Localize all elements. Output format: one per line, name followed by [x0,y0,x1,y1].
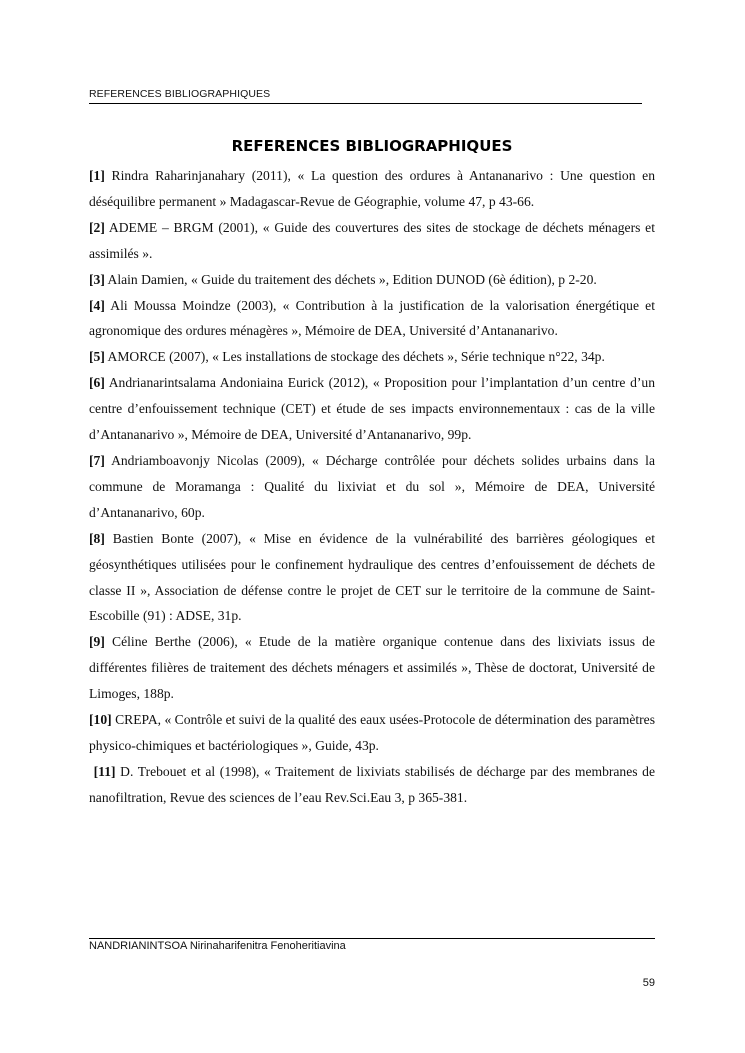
reference-text: D. Trebouet et al (1998), « Traitement de lixiviats stabilisés de décharge par des membranes de nanofiltration, Revue des sciences de l’eau Rev.Sci.Eau 3, p 365-381. [89,763,655,805]
reference-text: Andriamboavonjy Nicolas (2009), « Décharge contrôlée pour déchets solides urbains dans la commune de Moramanga : Qualité du lixiviat et du sol », Mémoire de DEA, Université d’Antananarivo, 60p. [89,452,655,520]
reference-number: [1] [89,168,105,183]
reference-text: Bastien Bonte (2007), « Mise en évidence de la vulnérabilité des barrières géologiques et géosynthétiques utilisées pour le confinement hydraulique des centres d’enfouissement de déchets de classe II », Association de défense contre le projet de CET sur le territoire de la commune de Saint-Escobille (91) : ADSE, 31p. [89,530,655,624]
reference-item [89,370,655,448]
reference-item [89,759,655,811]
reference-item [89,293,655,345]
reference-text: CREPA, « Contrôle et suivi de la qualité des eaux usées-Protocole de détermination des paramètres physico-chimiques et bactériologiques », Guide, 43p. [89,712,655,753]
running-header: REFERENCES BIBLIOGRAPHIQUES [89,88,271,100]
footer-author: NANDRIANINTSOA Nirinaharifenitra Fenoheritiavina [89,940,346,952]
reference-text: Alain Damien, « Guide du traitement des déchets », Edition DUNOD (6è édition), p 2-20. [107,271,597,287]
reference-text: AMORCE (2007), « Les installations de stockage des déchets », Série technique n°22, 34p. [107,349,605,365]
reference-item [89,526,655,630]
reference-text: Andrianarintsalama Andoniaina Eurick (2012), « Proposition pour l’implantation d’un centre d’un centre d’enfouissement technique (CET) et étude de ses impacts environnementaux : cas de la ville d’Antananarivo », Mémoire de DEA, Université d’Antananarivo, 99p. [89,375,655,443]
reference-text: Ali Moussa Moindze (2003), « Contribution à la justification de la valorisation énergétique et agronomique des ordures ménagères », Mémoire de DEA, Université d’Antananarivo. [89,297,655,339]
reference-list [89,163,655,811]
reference-number: [5] [89,349,105,365]
reference-item [89,267,655,293]
reference-item [89,215,655,267]
reference-number: [10] [89,712,112,728]
reference-text: Rindra Raharinjanahary (2011), « La question des ordures à Antananarivo : Une question en déséquilibre permanent » Madagascar-Revue de Géographie, volume 47, p 43-66. [89,168,655,209]
reference-item [89,629,655,707]
footer-rule [89,938,655,939]
reference-item [89,707,655,759]
reference-text: Céline Berthe (2006), « Etude de la matière organique contenue dans des lixiviats issus de différentes filières de traitement des déchets ménagers et assimilés », Thèse de doctorat, Université de Limoges, 188p. [89,634,656,702]
reference-number: [6] [89,375,105,391]
reference-number: [4] [89,297,105,313]
reference-text: ADEME – BRGM (2001), « Guide des couvertures des sites de stockage de déchets ménagers et assimilés ». [89,219,655,261]
reference-item [89,448,655,526]
reference-item [89,163,655,215]
header-rule [89,103,642,104]
reference-number: [7] [89,452,105,468]
reference-number: [11] [93,763,116,779]
reference-number: [9] [89,634,105,650]
page-number: 59 [642,977,655,989]
page-title: REFERENCES BIBLIOGRAPHIQUES [231,137,513,155]
reference-number: [3] [89,271,105,287]
reference-number: [8] [89,530,105,546]
reference-number: [2] [89,219,105,235]
reference-item [89,344,655,370]
